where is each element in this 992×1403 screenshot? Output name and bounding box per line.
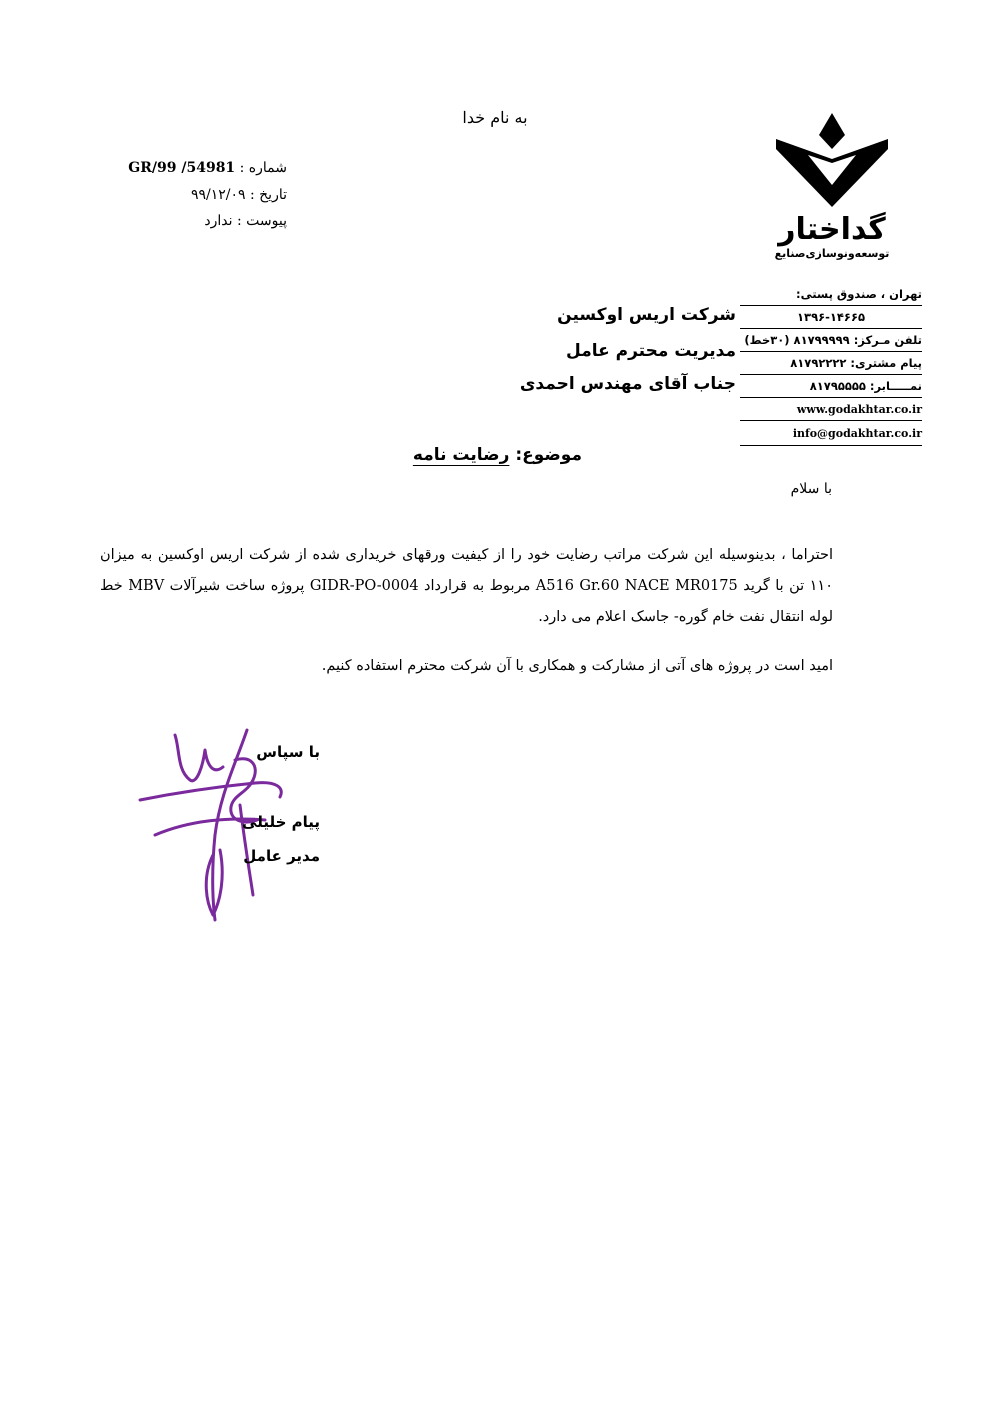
closing-thanks: با سپاس (256, 743, 320, 761)
recipient-person: جناب آقای مهندس احمدی (519, 374, 736, 394)
greeting: با سلام (790, 481, 832, 497)
logo-mark-icon (768, 105, 896, 213)
letter-attachment-label: پیوست : (237, 213, 287, 229)
signer-name: پیام خلیلی (242, 813, 320, 831)
contact-table (740, 283, 922, 446)
letter-number-value: GR/99 /54981 (128, 160, 236, 176)
letter-date-label: تاریخ : (249, 187, 287, 203)
letter-attachment-value: ندارد (204, 213, 233, 229)
logo-name: گداختار (778, 212, 886, 247)
company-logo (768, 105, 896, 260)
contact-website: www.godakhtar.co.ir (740, 398, 922, 421)
body-paragraph-2: امید است در پروژه های آتی از مشارکت و همکاری با آن شرکت محترم استفاده کنیم. (321, 658, 833, 674)
subject-line (413, 445, 582, 465)
body-paragraph-1: احتراما ، بدینوسیله این شرکت مراتب رضایت خود را از کیفیت ورقهای خریداری شده از شرکت اریس اوکسین به میزان ۱۱۰ تن با گرید A516 Gr.60 NACE MR0175 مربوط به قرارداد GIDR-PO-0004 پروژه ساخت شیرآلات MBV خط لوله انتقال نفت خام گوره- جاسک اعلام می دارد. (100, 547, 834, 625)
basmala: به نام خدا (462, 108, 528, 127)
letter-body (100, 540, 833, 700)
contact-fax: نمـــــابر: ۸۱۷۹۵۵۵۵ (740, 375, 922, 398)
letter-date-value: ۹۹/۱۲/۰۹ (190, 187, 246, 203)
contact-po-box: ۱۳۹۶-۱۴۶۶۵ (740, 306, 922, 329)
subject-value: رضایت نامه (412, 445, 510, 465)
recipient-company: شرکت اریس اوکسین (557, 305, 736, 325)
letter-date (191, 187, 287, 203)
letter-attachment (204, 213, 287, 229)
logo-tagline: توسعه‌ونوسازی‌صنایع (774, 247, 890, 260)
contact-address: تهران ، صندوق پستی: (740, 283, 922, 306)
contact-phone: تلفن مـرکز: ۸۱۷۹۹۹۹۹ (۳۰خط) (740, 329, 922, 352)
letter-number-label: شماره : (239, 160, 287, 176)
subject-label: موضوع: (515, 445, 582, 465)
letter-number (128, 160, 287, 176)
contact-email: info@godakhtar.co.ir (740, 421, 922, 446)
recipient-dept: مدیریت محترم عامل (566, 341, 736, 361)
contact-customer-msg: پیام مشتری: ۸۱۷۹۲۲۲۲ (740, 352, 922, 375)
signer-title: مدیر عامل (243, 847, 320, 865)
